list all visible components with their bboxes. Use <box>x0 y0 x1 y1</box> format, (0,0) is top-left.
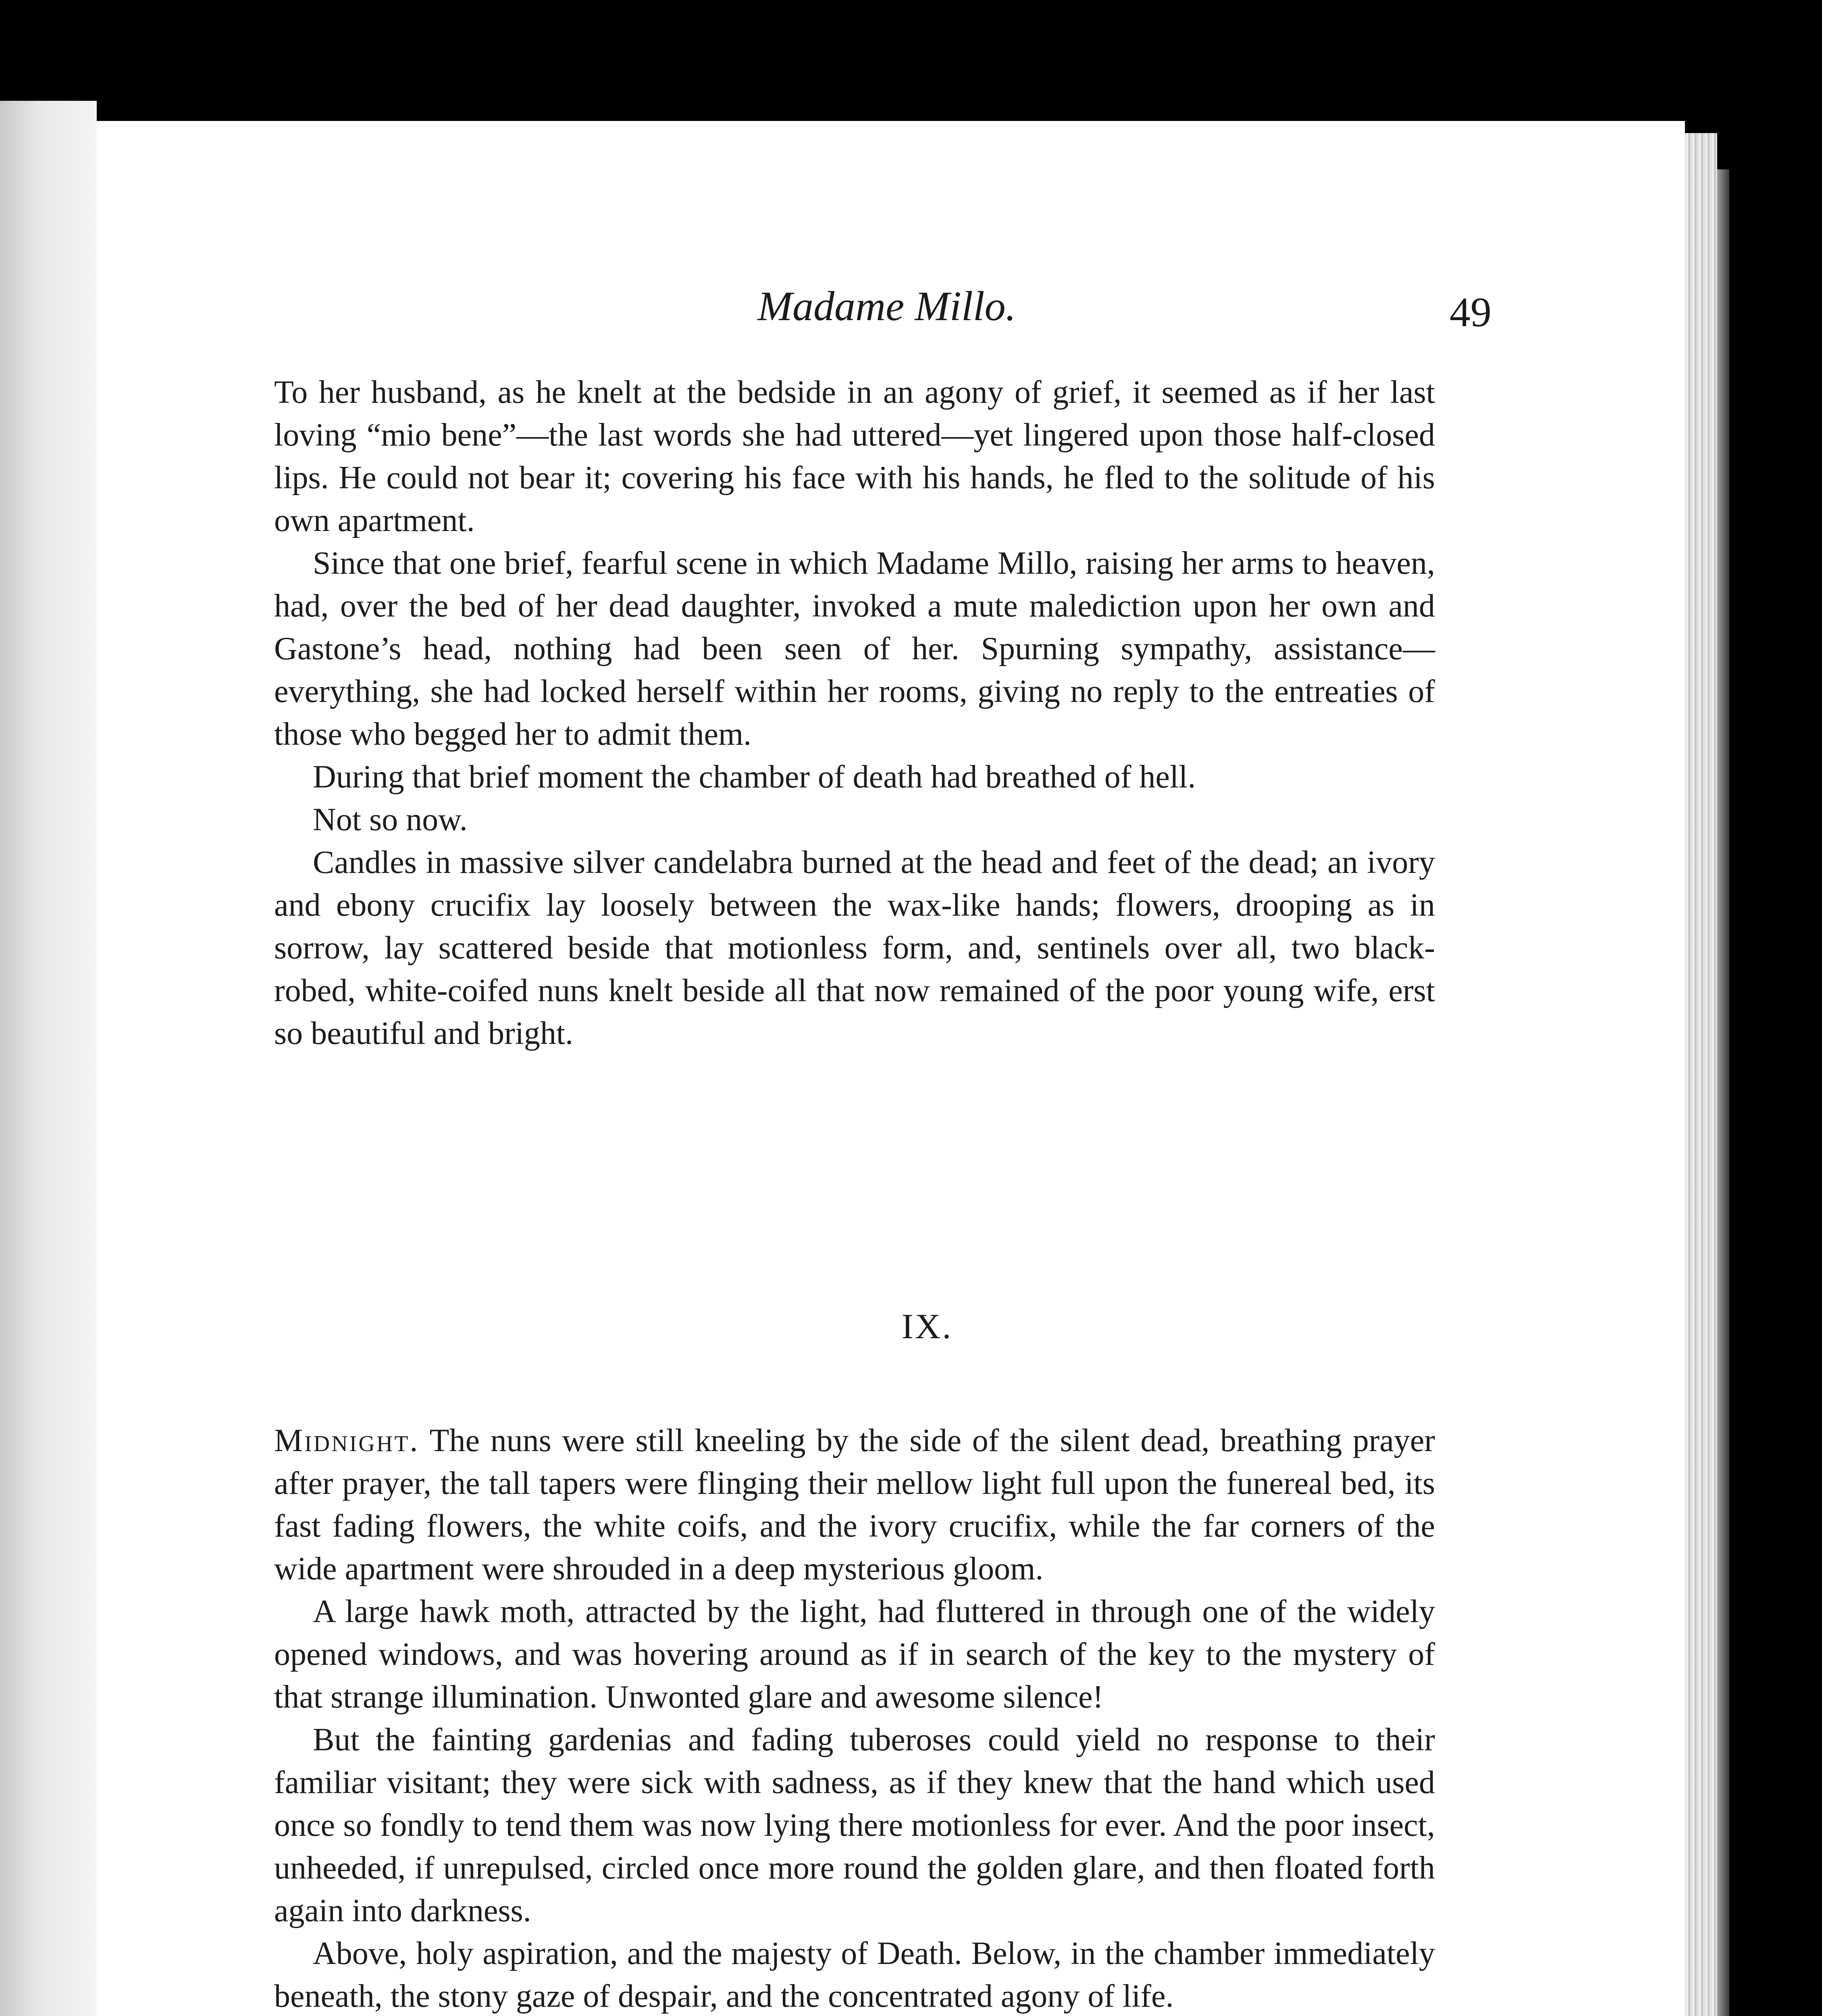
section-heading: IX. <box>901 1307 953 1346</box>
paragraph: Since that one brief, fearful scene in which Madame Millo, raising her arms to heaven, had, over the bed of her dead daughter, invoked a mute malediction upon her own and Gastone’s head, nothing had been seen of her. Spurning sympathy, assistance—everything, she had locked herself within her rooms, giving no reply to the entreaties of those who begged her to admit them. <box>274 546 1435 752</box>
right-page-edges <box>1685 133 1717 2016</box>
page-number: 49 <box>1450 289 1491 335</box>
text-block-bottom <box>274 1419 1435 2016</box>
paragraph-opening <box>274 1419 1435 1590</box>
opening-word: Midnight. <box>274 1423 420 1458</box>
opening-paragraph-text: The nuns were still kneeling by the side of the silent dead, breathing prayer after prayer, the tall tapers were flinging their mellow light full upon the funereal bed, its fast fading flowers, the white coifs, and the ivory crucifix, while the far corners of the wide apartment were shrouded in a deep mysterious gloom. <box>274 1423 1435 1587</box>
paragraph: During that brief moment the chamber of death had breathed of hell. <box>313 759 1196 795</box>
left-page-edge <box>0 101 97 2016</box>
paragraph: But the fainting gardenias and fading tuberoses could yield no response to their familiar visitant; they were sick with sadness, as if they knew that the hand which used once so fondly to tend them was now lying there motionless for ever. And the poor insect, unheeded, if unrepulsed, circled once more round the golden glare, and then floated forth again into darkness. <box>274 1722 1435 1929</box>
paragraph: To her husband, as he knelt at the bedside in an agony of grief, it seemed as if her last loving “mio bene”—the last words she had uttered—yet lingered upon those half-closed lips. He could not bear it; covering his face with his hands, he fled to the solitude of his own apartment. <box>274 375 1435 538</box>
running-head: Madame Millo. <box>757 283 1016 329</box>
paragraph: Not so now. <box>313 802 468 837</box>
paragraph: Above, holy aspiration, and the majesty of Death. Below, in the chamber immediately beneath, the stony gaze of despair, and the concentrated agony of life. <box>274 1936 1435 2014</box>
right-page-shadow <box>1717 169 1729 2016</box>
text-block-top <box>274 371 1435 1055</box>
paragraph: Candles in massive silver candelabra burned at the head and feet of the dead; an ivory and ebony crucifix lay loosely between the wax-like hands; flowers, drooping as in sorrow, lay scattered beside that motionless form, and, sentinels over all, two black-robed, white-coifed nuns knelt beside all that now remained of the poor young wife, erst so beautiful and bright. <box>274 845 1435 1051</box>
paragraph: A large hawk moth, attracted by the light, had fluttered in through one of the widely opened windows, and was hovering around as if in search of the key to the mystery of that strange illumination. Unwonted glare and awesome silence! <box>274 1594 1435 1715</box>
